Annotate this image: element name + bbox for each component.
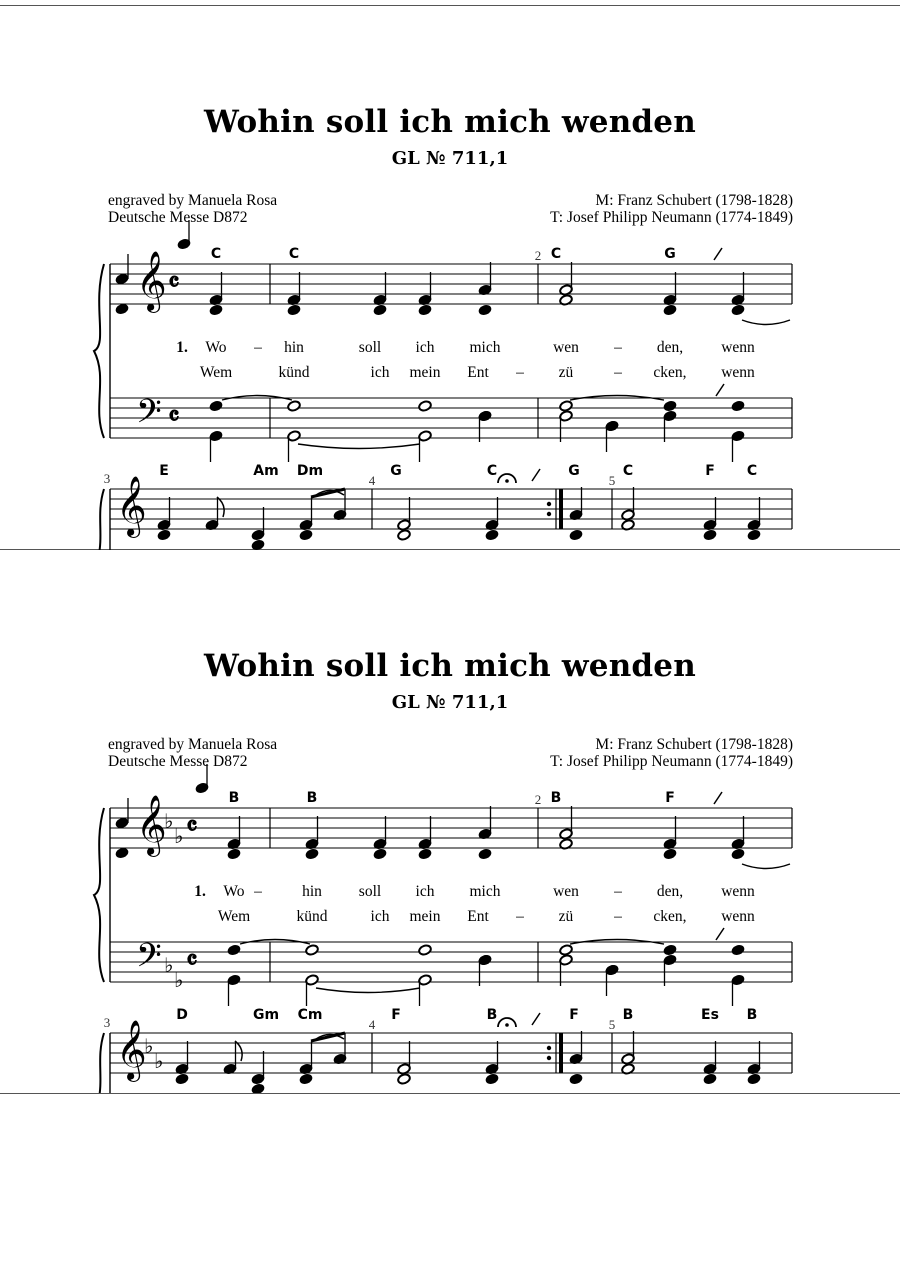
lyric-syllable: wenn bbox=[721, 339, 755, 356]
lyric-syllable: wenn bbox=[721, 883, 755, 900]
lyric-syllable: ich bbox=[370, 364, 390, 381]
lyric-syllable: hin bbox=[284, 339, 304, 356]
lyric-syllable: wen bbox=[553, 339, 579, 356]
tie bbox=[742, 864, 790, 869]
chord-symbol: B bbox=[486, 1007, 498, 1023]
lyric-syllable: Wem bbox=[217, 908, 251, 925]
lyric-syllable: Wo bbox=[223, 883, 245, 900]
lyricist-credit: T: Josef Philipp Neumann (1774-1849) bbox=[550, 753, 793, 770]
song-title: Wohin soll ich mich wenden bbox=[204, 648, 696, 684]
chord-symbol: Dm bbox=[296, 463, 324, 479]
note-head bbox=[299, 1073, 313, 1085]
note-head bbox=[287, 304, 301, 316]
flat-sign-icon: ♭ bbox=[144, 1034, 154, 1058]
cue-note-head bbox=[115, 303, 129, 315]
system-brace bbox=[94, 808, 104, 982]
chord-symbol: B bbox=[228, 790, 240, 806]
breath-mark-icon bbox=[714, 248, 722, 260]
chord-symbol: C bbox=[210, 246, 222, 262]
bar-number: 5 bbox=[608, 1017, 616, 1032]
bar-number: 3 bbox=[103, 1015, 111, 1030]
lyric-syllable: zü bbox=[558, 364, 574, 381]
song-subtitle: GL № 711,1 bbox=[391, 692, 509, 713]
repeat-dot bbox=[547, 1056, 551, 1060]
fermata-dot bbox=[505, 479, 509, 483]
note-head bbox=[731, 848, 745, 860]
song-title: Wohin soll ich mich wenden bbox=[204, 104, 696, 140]
bar-number: 2 bbox=[534, 792, 542, 807]
lyric-syllable: Ent bbox=[467, 908, 489, 925]
chord-symbol: C bbox=[486, 463, 498, 479]
flat-sign-icon: ♭ bbox=[164, 953, 174, 977]
chord-symbol: Cm bbox=[297, 1007, 323, 1023]
repeat-dot bbox=[547, 502, 551, 506]
treble-clef-icon: 𝄞 bbox=[116, 1020, 147, 1080]
composer-credit: M: Franz Schubert (1798-1828) bbox=[595, 736, 793, 753]
lyric-syllable: soll bbox=[358, 339, 382, 356]
repeat-dot bbox=[547, 512, 551, 516]
chord-symbol: C bbox=[288, 246, 300, 262]
note-head bbox=[703, 529, 717, 541]
note-head bbox=[418, 400, 432, 412]
lyric-syllable: mich bbox=[469, 883, 501, 900]
note-head bbox=[305, 848, 319, 860]
lyric-syllable: zü bbox=[558, 908, 574, 925]
note-head bbox=[559, 944, 573, 956]
lyric-syllable: cken, bbox=[653, 364, 687, 381]
lyric-syllable: – bbox=[614, 908, 622, 925]
chord-symbol: F bbox=[665, 790, 675, 806]
chord-symbol: C bbox=[550, 246, 562, 262]
song-subtitle: GL № 711,1 bbox=[391, 148, 509, 169]
lyric-syllable: mein bbox=[409, 908, 441, 925]
common-time-icon: 𝄴 bbox=[168, 402, 180, 432]
note-head bbox=[299, 529, 313, 541]
repeat-dot bbox=[547, 1046, 551, 1050]
verse-number: 1. bbox=[194, 883, 206, 900]
composer-credit: M: Franz Schubert (1798-1828) bbox=[595, 192, 793, 209]
note-head bbox=[485, 529, 499, 541]
note-head bbox=[569, 529, 583, 541]
note-head bbox=[731, 400, 745, 412]
note-head bbox=[731, 304, 745, 316]
lyric-syllable: – bbox=[516, 908, 524, 925]
lyric-syllable: den, bbox=[656, 883, 684, 900]
note-head bbox=[418, 848, 432, 860]
note-head bbox=[663, 848, 677, 860]
lyric-syllable: – bbox=[516, 364, 524, 381]
note-head bbox=[287, 400, 301, 412]
note-head bbox=[569, 1073, 583, 1085]
breath-mark-icon bbox=[716, 384, 724, 396]
note-head bbox=[663, 400, 677, 412]
bass-clef-icon: 𝄢 bbox=[136, 937, 162, 983]
sheet-copy-b-flat-major bbox=[0, 544, 900, 1094]
cue-note-head bbox=[115, 817, 129, 829]
engraver-credit: engraved by Manuela Rosa bbox=[108, 192, 278, 209]
breath-mark-icon bbox=[532, 469, 540, 481]
note-head bbox=[703, 1073, 717, 1085]
lyric-syllable: Wo bbox=[205, 339, 227, 356]
lyric-syllable: künd bbox=[296, 908, 328, 925]
breath-mark-icon bbox=[714, 792, 722, 804]
treble-clef-icon: 𝄞 bbox=[116, 476, 147, 536]
common-time-icon: 𝄴 bbox=[168, 268, 180, 298]
bar-number: 4 bbox=[368, 473, 376, 488]
flat-sign-icon: ♭ bbox=[174, 824, 184, 848]
lyric-syllable: mein bbox=[409, 364, 441, 381]
source-credit: Deutsche Messe D872 bbox=[108, 753, 248, 770]
system-brace bbox=[94, 264, 104, 438]
chord-symbol: F bbox=[705, 463, 715, 479]
note-head bbox=[175, 1073, 189, 1085]
score-notation bbox=[0, 544, 900, 1093]
chord-symbol: G bbox=[664, 246, 676, 262]
lyric-syllable: – bbox=[614, 883, 622, 900]
tie bbox=[298, 444, 420, 449]
flat-sign-icon: ♭ bbox=[164, 809, 174, 833]
chord-symbol: B bbox=[306, 790, 318, 806]
common-time-icon: 𝄴 bbox=[186, 946, 198, 976]
treble-clef-icon: 𝄞 bbox=[136, 251, 167, 311]
note-head bbox=[209, 304, 223, 316]
cue-note-head bbox=[115, 847, 129, 859]
system-brace bbox=[98, 1033, 104, 1093]
chord-symbol: E bbox=[159, 463, 169, 479]
note-head bbox=[731, 944, 745, 956]
note-head bbox=[227, 944, 241, 956]
chord-symbol: F bbox=[569, 1007, 579, 1023]
source-credit: Deutsche Messe D872 bbox=[108, 209, 248, 226]
lyric-syllable: mich bbox=[469, 339, 501, 356]
lyric-syllable: ich bbox=[370, 908, 390, 925]
score-notation bbox=[0, 0, 900, 550]
bar-number: 4 bbox=[368, 1017, 376, 1032]
lyric-syllable: soll bbox=[358, 883, 382, 900]
note-head bbox=[559, 400, 573, 412]
sheet-copy-c-major bbox=[0, 0, 900, 550]
note-head bbox=[157, 529, 171, 541]
fermata-dot bbox=[505, 1023, 509, 1027]
chord-symbol: F bbox=[391, 1007, 401, 1023]
lyric-syllable: ich bbox=[415, 339, 435, 356]
tie bbox=[316, 988, 420, 993]
note-head bbox=[305, 944, 319, 956]
lyric-syllable: – bbox=[254, 339, 262, 356]
bass-clef-icon: 𝄢 bbox=[136, 393, 162, 439]
tie bbox=[742, 320, 790, 325]
system-brace bbox=[98, 489, 104, 550]
treble-clef-icon: 𝄞 bbox=[136, 795, 167, 855]
flat-sign-icon: ♭ bbox=[154, 1049, 164, 1073]
chord-symbol: B bbox=[746, 1007, 758, 1023]
lyric-syllable: künd bbox=[278, 364, 310, 381]
note-head bbox=[663, 944, 677, 956]
chord-symbol: Am bbox=[253, 463, 279, 479]
lyric-syllable: wen bbox=[553, 883, 579, 900]
bar-number: 3 bbox=[103, 471, 111, 486]
lyric-syllable: wenn bbox=[721, 908, 755, 925]
lyric-syllable: – bbox=[614, 364, 622, 381]
note-head bbox=[251, 1083, 265, 1093]
lyric-syllable: hin bbox=[302, 883, 322, 900]
lyric-syllable: – bbox=[614, 339, 622, 356]
chord-symbol: Gm bbox=[252, 1007, 280, 1023]
lyric-syllable: Ent bbox=[467, 364, 489, 381]
breath-mark-icon bbox=[532, 1013, 540, 1025]
lyric-syllable: ich bbox=[415, 883, 435, 900]
note-head bbox=[478, 848, 492, 860]
bar-number: 2 bbox=[534, 248, 542, 263]
note-head bbox=[478, 304, 492, 316]
note-head bbox=[397, 529, 411, 541]
note-head bbox=[747, 1073, 761, 1085]
note-head bbox=[397, 1073, 411, 1085]
chord-symbol: B bbox=[550, 790, 562, 806]
note-head bbox=[747, 529, 761, 541]
lyric-syllable: – bbox=[254, 883, 262, 900]
lyricist-credit: T: Josef Philipp Neumann (1774-1849) bbox=[550, 209, 793, 226]
cue-note-head bbox=[115, 273, 129, 285]
note-head bbox=[209, 400, 223, 412]
verse-number: 1. bbox=[176, 339, 188, 356]
note-head bbox=[418, 944, 432, 956]
chord-symbol: G bbox=[568, 463, 580, 479]
breath-mark-icon bbox=[716, 928, 724, 940]
lyric-syllable: den, bbox=[656, 339, 684, 356]
common-time-icon: 𝄴 bbox=[186, 812, 198, 842]
note-head bbox=[227, 848, 241, 860]
note-head bbox=[418, 304, 432, 316]
flat-sign-icon: ♭ bbox=[174, 968, 184, 992]
chord-symbol: C bbox=[746, 463, 758, 479]
lyric-syllable: wenn bbox=[721, 364, 755, 381]
chord-symbol: B bbox=[622, 1007, 634, 1023]
engraver-credit: engraved by Manuela Rosa bbox=[108, 736, 278, 753]
note-head bbox=[485, 1073, 499, 1085]
chord-symbol: C bbox=[622, 463, 634, 479]
note-head bbox=[663, 304, 677, 316]
chord-symbol: Es bbox=[701, 1007, 719, 1023]
lyric-syllable: Wem bbox=[199, 364, 233, 381]
note-head bbox=[373, 848, 387, 860]
chord-symbol: D bbox=[176, 1007, 188, 1023]
note-head bbox=[373, 304, 387, 316]
bar-number: 5 bbox=[608, 473, 616, 488]
chord-symbol: G bbox=[390, 463, 402, 479]
lyric-syllable: cken, bbox=[653, 908, 687, 925]
